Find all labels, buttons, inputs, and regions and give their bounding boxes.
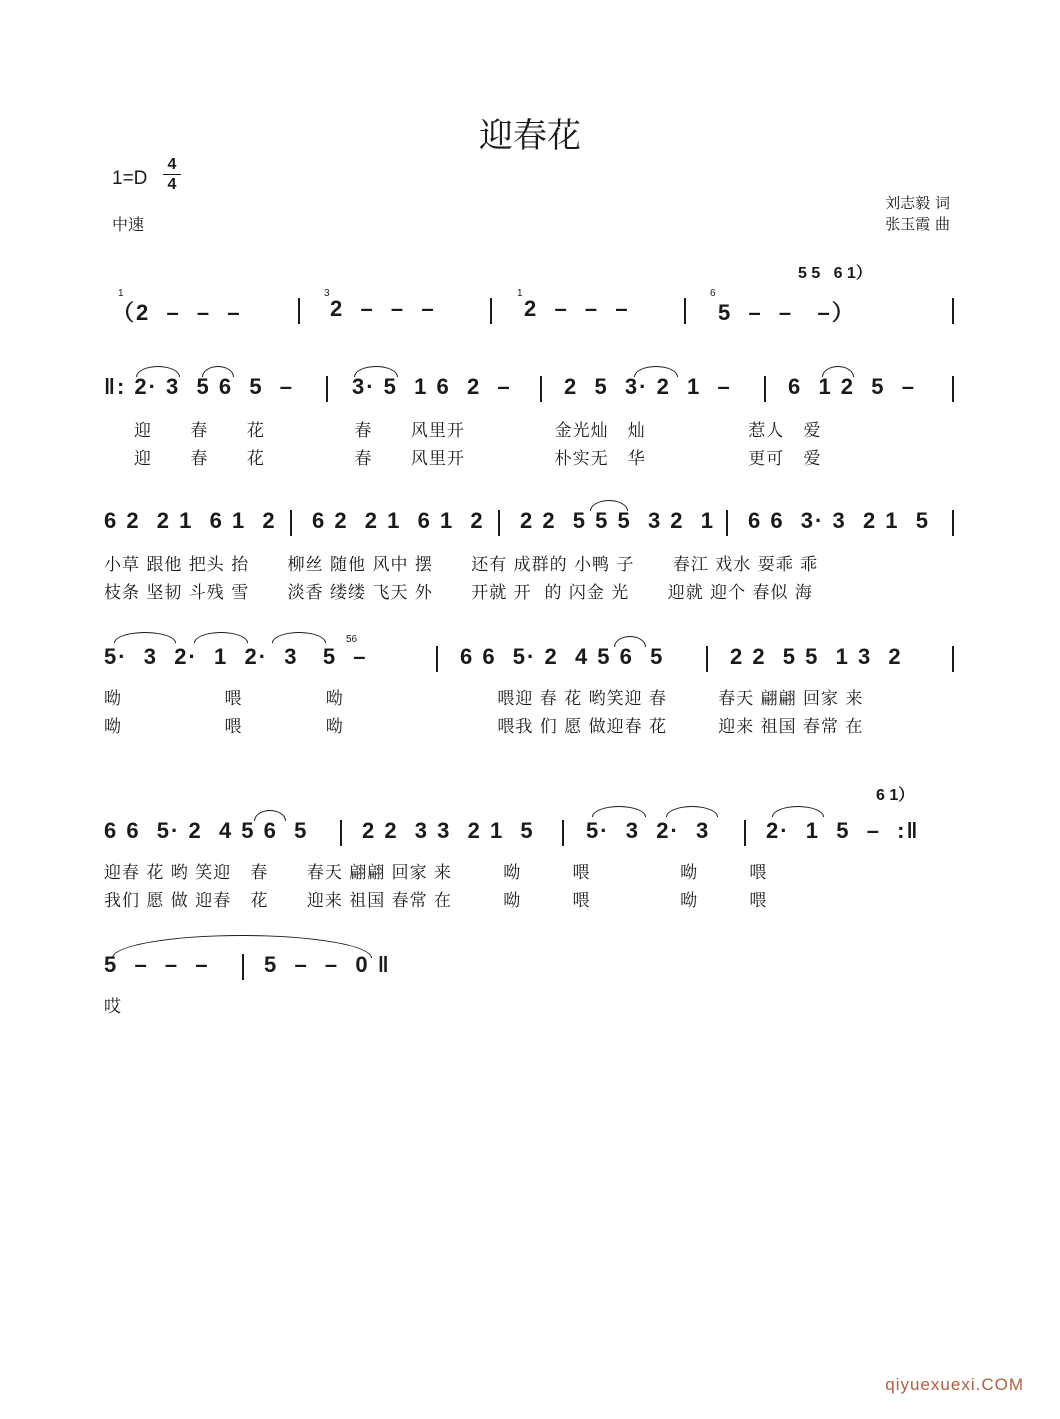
barline xyxy=(726,510,728,536)
slur xyxy=(666,806,718,817)
measure-15: 2· 1 5 – :‖ xyxy=(766,818,920,843)
intro-staff xyxy=(104,288,960,326)
watermark: qiyuexuexi.COM xyxy=(885,1375,1024,1394)
lyrics-line-4-verse-2: 我们 愿 做 迎春 花 迎来 祖国 春常 在 呦 喂 呦 喂 xyxy=(104,891,768,911)
intro-measure-2: 2 – – – xyxy=(330,296,436,321)
barline xyxy=(952,298,954,324)
page-title: 迎春花 xyxy=(479,116,581,156)
measure-8: 6 6 3· 3 2 1 5 xyxy=(748,508,930,533)
measure-14: 5· 3 2· 3 xyxy=(586,818,711,843)
composer-credit: 张玉霞 曲 xyxy=(885,215,950,233)
intro-measure-3: 2 – – – xyxy=(524,296,630,321)
barline xyxy=(298,298,300,324)
barline xyxy=(326,376,328,402)
slur xyxy=(194,632,248,643)
barline xyxy=(436,646,438,672)
meter-top: 4 xyxy=(167,156,177,173)
staff-line-3 xyxy=(104,634,960,674)
measure-4: 6 1 2 5 – xyxy=(788,374,916,399)
grace-note: 56 xyxy=(346,634,358,645)
measure-6: 6 2 2 1 6 1 2 xyxy=(312,508,485,533)
staff-line-1 xyxy=(104,374,960,404)
barline xyxy=(540,376,542,402)
measure-12: 6 6 5· 2 4 5 6 5 xyxy=(104,818,309,843)
tempo-marking: 中速 xyxy=(112,215,145,234)
barline xyxy=(952,376,954,402)
lyrics-line-5-verse-1: 哎 xyxy=(104,997,122,1017)
slur xyxy=(272,632,326,643)
staff-line-4 xyxy=(104,818,960,848)
lyrics-line-4-verse-1: 迎春 花 哟 笑迎 春 春天 翩翩 回家 来 呦 喂 呦 喂 xyxy=(104,863,768,883)
slur xyxy=(592,806,646,817)
slur xyxy=(772,806,824,817)
measure-16: 5 – – – xyxy=(104,952,210,977)
barline xyxy=(706,646,708,672)
barline xyxy=(952,510,954,536)
measure-1: ‖: 2· 3 5 6 5 – xyxy=(104,374,295,399)
lyricist-credit: 刘志毅 词 xyxy=(885,194,950,212)
barline xyxy=(562,820,564,846)
line-4-pickup: 6 1） xyxy=(876,787,915,804)
grace-note: 1 xyxy=(118,288,124,299)
intro-measure-4: 5 – – –） xyxy=(718,300,856,325)
slur xyxy=(114,632,176,643)
barline xyxy=(952,646,954,672)
measure-3: 2 5 3· 2 1 – xyxy=(564,374,732,399)
staff-line-2 xyxy=(104,508,960,538)
lyrics-line-2-verse-1: 小草 跟他 把头 抬 柳丝 随他 风中 摆 还有 成群的 小鸭 子 春江 戏水 耍乖 乖 xyxy=(104,555,819,575)
grace-note: 1 xyxy=(517,288,523,299)
meter-divider xyxy=(163,174,181,175)
barline xyxy=(490,298,492,324)
grace-note: 3 xyxy=(324,288,330,299)
measure-17: 5 – – 0 ‖ xyxy=(264,952,391,977)
lyrics-line-3-verse-1: 呦 喂 呦 喂迎 春 花 哟笑迎 春 春天 翩翩 回家 来 xyxy=(104,689,864,709)
barline xyxy=(340,820,342,846)
intro-measure-1: （2 – – – xyxy=(112,300,242,325)
barline xyxy=(290,510,292,536)
measure-5: 6 2 2 1 6 1 2 xyxy=(104,508,277,533)
measure-7: 2 2 5 5 5 3 2 1 xyxy=(520,508,716,533)
measure-10: 6 6 5· 2 4 5 6 5 xyxy=(460,644,665,669)
measure-11: 2 2 5 5 1 3 2 xyxy=(730,644,903,669)
key-signature: 1=D xyxy=(112,168,148,189)
measure-9: 5· 3 2· 1 2· 3 5 – xyxy=(104,644,368,669)
meter-bottom: 4 xyxy=(167,176,177,193)
lyrics-line-3-verse-2: 呦 喂 呦 喂我 们 愿 做迎春 花 迎来 祖国 春常 在 xyxy=(104,717,864,737)
measure-13: 2 2 3 3 2 1 5 xyxy=(362,818,535,843)
grace-note: 6 xyxy=(710,288,716,299)
barline xyxy=(684,298,686,324)
time-signature xyxy=(163,156,181,193)
barline xyxy=(498,510,500,536)
intro-pickup: 5 5 6 1） xyxy=(798,265,872,282)
barline xyxy=(764,376,766,402)
staff-line-5 xyxy=(104,952,424,982)
barline xyxy=(744,820,746,846)
measure-2: 3· 5 1 6 2 – xyxy=(352,374,512,399)
lyrics-line-2-verse-2: 枝条 坚韧 斗残 雪 淡香 缕缕 飞天 外 开就 开 的 闪金 光 迎就 迎个 春似 海 xyxy=(104,583,813,603)
lyrics-line-1-verse-1: 迎 春 花 春 风里开 金光灿 灿 惹人 爱 xyxy=(134,421,822,441)
lyrics-line-1-verse-2: 迎 春 花 春 风里开 朴实无 华 更可 爱 xyxy=(134,449,822,469)
barline xyxy=(242,954,244,980)
